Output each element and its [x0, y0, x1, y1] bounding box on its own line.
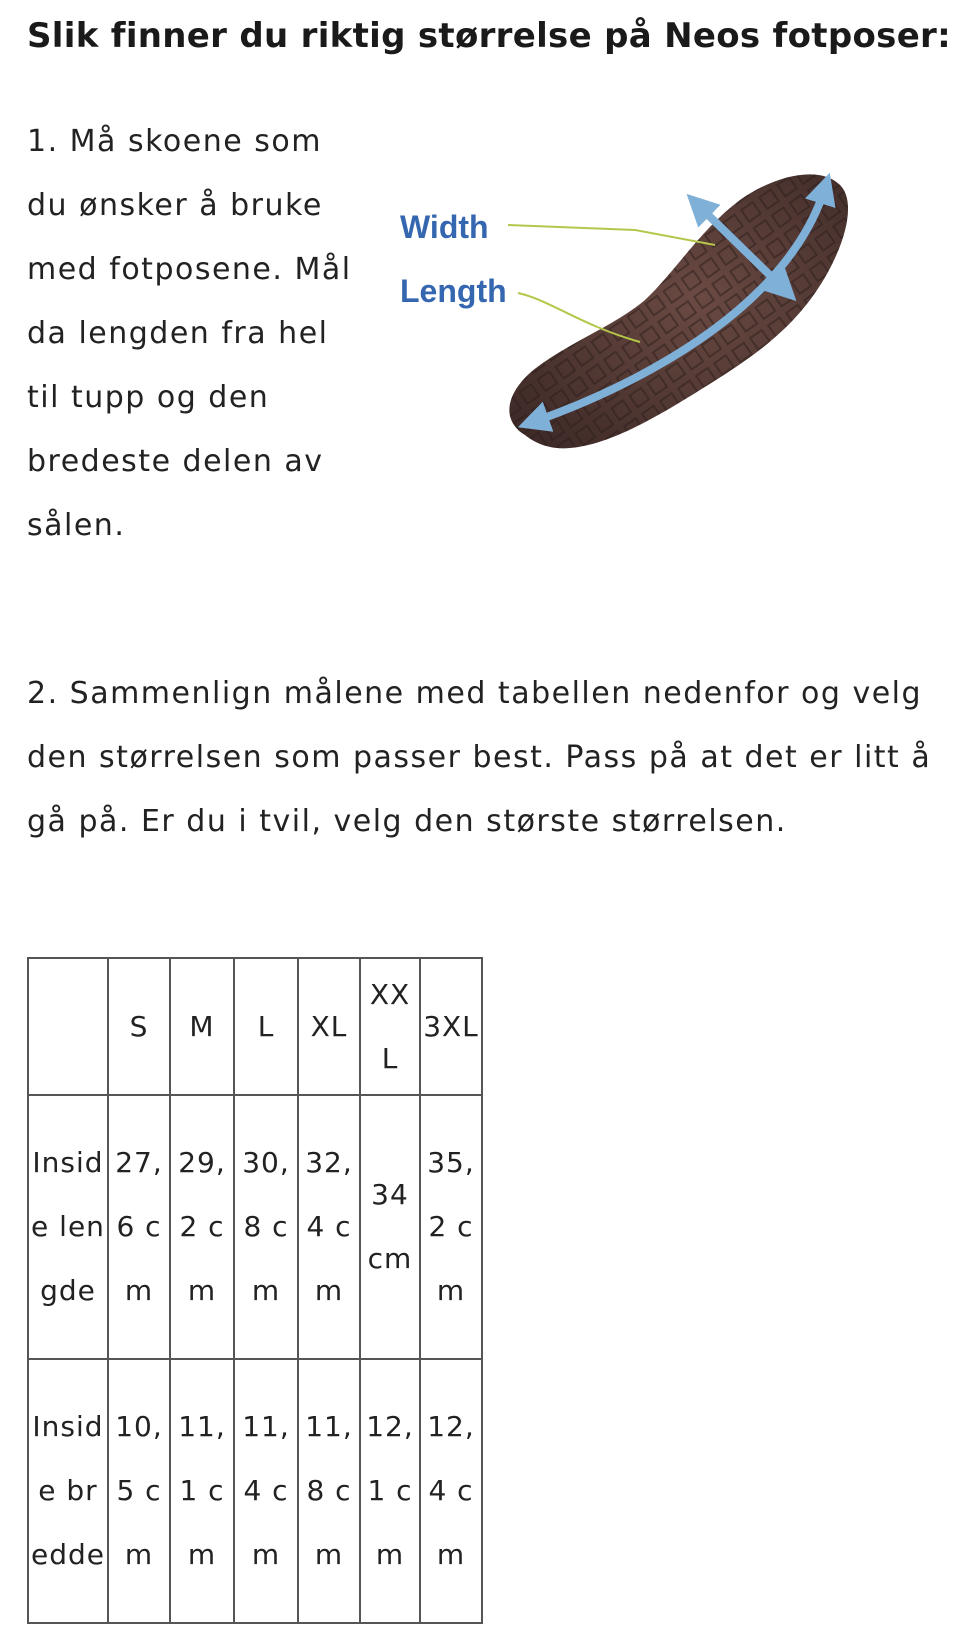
table-cell: 30,8 cm [234, 1095, 298, 1359]
row-label-width: Inside bredde [28, 1359, 108, 1623]
header-cell-empty [28, 958, 108, 1095]
size-table [27, 957, 483, 1624]
table-cell: 12,1 cm [360, 1359, 420, 1623]
table-cell: 10,5 cm [108, 1359, 170, 1623]
header-cell-3xl: 3XL [420, 958, 482, 1095]
table-row [28, 1095, 482, 1359]
header-cell-l: L [234, 958, 298, 1095]
header-cell-xl: XL [298, 958, 360, 1095]
table-header-row [28, 958, 482, 1095]
table-cell: 11,1 cm [170, 1359, 234, 1623]
table-cell: 11,4 cm [234, 1359, 298, 1623]
header-cell-xxl: XXL [360, 958, 420, 1095]
table-cell: 35,2 cm [420, 1095, 482, 1359]
table-cell: 12,4 cm [420, 1359, 482, 1623]
length-label: Length [400, 273, 507, 309]
table-cell: 11,8 cm [298, 1359, 360, 1623]
width-label: Width [400, 209, 489, 245]
table-row [28, 1359, 482, 1623]
table-cell: 32,4 cm [298, 1095, 360, 1359]
page-heading: Slik finner du riktig størrelse på Neos fotposer: [27, 16, 952, 56]
step-2-text: 2. Sammenlign målene med tabellen nedenfor og velg den størrelsen som passer best. Pass på at det er litt å gå på. Er du i tvil, velg den største størrelsen. [27, 676, 932, 839]
table-cell: 29,2 cm [170, 1095, 234, 1359]
row-label-length: Inside lengde [28, 1095, 108, 1359]
table-cell: 27,6 cm [108, 1095, 170, 1359]
header-cell-m: M [170, 958, 234, 1095]
table-cell: 34 cm [360, 1095, 420, 1359]
shoe-sole-figure [400, 150, 900, 480]
step-1-text: 1. Må skoene som du ønsker å bruke med fotposene. Mål da lengden fra hel til tupp og den bredeste delen av sålen. [27, 124, 352, 543]
width-leader-line [508, 225, 715, 245]
header-cell-s: S [108, 958, 170, 1095]
